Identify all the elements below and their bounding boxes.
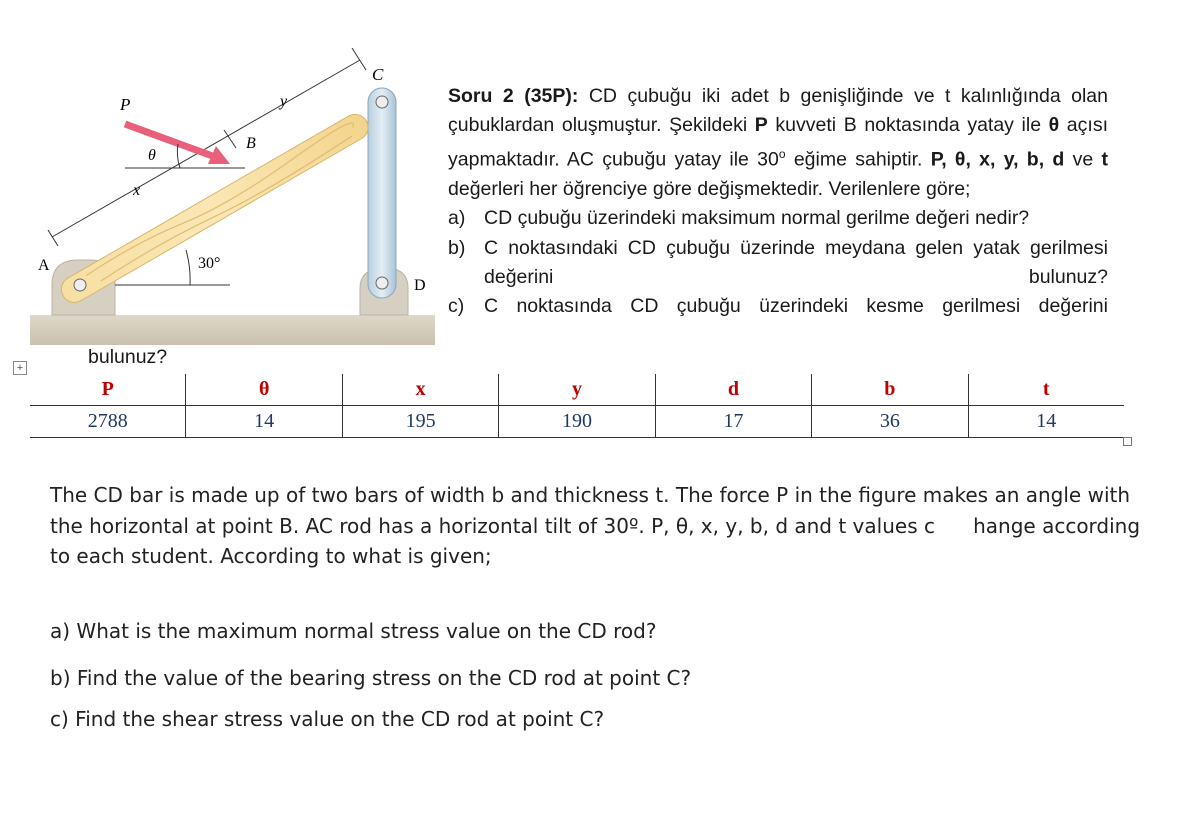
header-p: P bbox=[30, 374, 186, 406]
value-x: 195 bbox=[342, 406, 498, 438]
label-angle: 30° bbox=[198, 255, 221, 272]
english-question-a: a) What is the maximum normal stress value on the CD rod? bbox=[50, 619, 657, 643]
angle-arc bbox=[186, 250, 190, 285]
label-y: y bbox=[280, 93, 288, 110]
table-resize-handle[interactable] bbox=[1123, 437, 1132, 446]
link-cd bbox=[368, 88, 396, 298]
value-y: 190 bbox=[499, 406, 655, 438]
beam-diagram bbox=[30, 40, 440, 350]
value-d: 17 bbox=[655, 406, 811, 438]
label-b: B bbox=[246, 135, 256, 152]
header-x: x bbox=[342, 374, 498, 406]
move-anchor-icon[interactable]: + bbox=[13, 361, 27, 375]
table-header-row bbox=[30, 374, 1124, 406]
header-t: t bbox=[968, 374, 1124, 406]
question-text: Soru 2 (35P): CD çubuğu iki adet b genişliğinde ve t kalınlığında olan çubuklardan oluşmuştur. Şekildeki P kuvveti B noktasında yatay ile θ açısı yapmaktadır. AC çubuğu yatay ile 30$^o$ eğime sahiptir. P, θ, x, y, b, d ve t değerleri her öğrenciye göre değişmektedir. Verilenlere göre; a) CD çubuğu üzerindeki maksimum normal gerilme değeri nedir? b) C noktasındaki CD çubuğu üzerinde meydana gelen yatak gerilmesi değerini bulunuz? c) C noktasında CD çubuğu üzerindeki kesme gerilmesi değerini bbox=[448, 82, 1108, 321]
label-x: x bbox=[133, 182, 141, 199]
label-d: D bbox=[414, 277, 426, 294]
question-title: Soru 2 (35P): bbox=[448, 85, 579, 107]
header-d: d bbox=[655, 374, 811, 406]
label-a: A bbox=[38, 257, 50, 274]
value-p: 2788 bbox=[30, 406, 186, 438]
label-theta: θ bbox=[148, 147, 156, 164]
pin-d bbox=[376, 277, 388, 289]
english-question-c: c) Find the shear stress value on the CD rod at point C? bbox=[50, 707, 605, 731]
table-row bbox=[30, 406, 1124, 438]
header-b: b bbox=[812, 374, 968, 406]
header-y: y bbox=[499, 374, 655, 406]
value-b: 36 bbox=[812, 406, 968, 438]
beam-ac bbox=[57, 110, 373, 308]
english-paragraph: The CD bar is made up of two bars of width b and thickness t. The force P in the figure makes an angle with the horizontal at point B. AC rod has a horizontal tilt of 30º. P, θ, x, y, b, d and t values c hange according to each student. According to what is given; bbox=[50, 483, 1147, 568]
option-b: b) C noktasındaki CD çubuğu üzerinde meydana gelen yatak gerilmesi değerini bulunuz? bbox=[448, 236, 1108, 288]
option-c: c) C noktasında CD çubuğu üzerindeki kesme gerilmesi değerini bbox=[448, 294, 1108, 317]
english-question-b: b) Find the value of the bearing stress on the CD rod at point C? bbox=[50, 666, 692, 690]
mechanism-figure bbox=[30, 40, 440, 350]
ground bbox=[30, 315, 435, 345]
pin-a bbox=[74, 279, 86, 291]
value-t: 14 bbox=[968, 406, 1124, 438]
pin-c bbox=[376, 96, 388, 108]
force-arrow-p bbox=[125, 124, 218, 158]
header-theta: θ bbox=[186, 374, 342, 406]
option-c-continuation: bulunuz? bbox=[88, 346, 168, 368]
value-theta: 14 bbox=[186, 406, 342, 438]
label-c: C bbox=[372, 65, 384, 84]
option-a: a) CD çubuğu üzerindeki maksimum normal gerilme değeri nedir? bbox=[448, 207, 1030, 230]
values-table bbox=[30, 374, 1124, 438]
label-p: P bbox=[120, 95, 131, 114]
